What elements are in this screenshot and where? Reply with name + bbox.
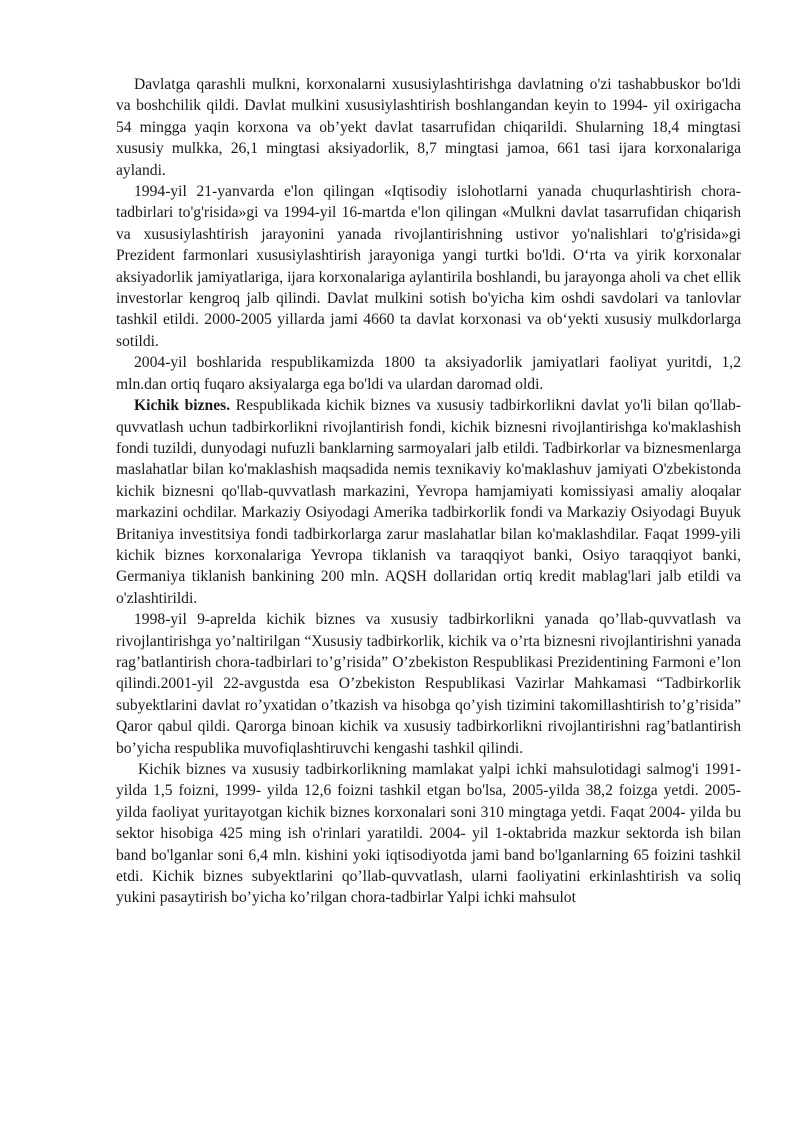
paragraph-text: Respublikada kichik biznes va xususiy tadbirkorlikni davlat yo'li bilan qo'llab-quvvatlash uchun tadbirkorlikni rivojlantirish fondi, kichik biznesni rivojlantirishga ko'maklashish fondi tuzildi, dunyodagi nufuzli banklarning sarmoyalari jalb etildi. Tadbirkorlar va biznesmenlarga maslahatlar bilan ko'maklashish maqsadida nemis texnikaviy ko'maklashuv jamiyati O'zbekistonda kichik biznesni qo'llab-quvvatlash markazini, Yevropa hamjamiyati komissiyasi amaliy aloqalar markazini ochdilar. Markaziy Osiyodagi Amerika tadbirkorlik fondi va Markaziy Osiyodagi Buyuk Britaniya investitsiya fondi tadbirkorlarga zarur maslahatlar bilan ko'maklashdilar. Faqat 1999-yili kichik biznes korxonalariga Yevropa tiklanish va taraqqiyot banki, Osiyo taraqqiyot banki, Germaniya tiklanish bankining 200 mln. AQSH dollaridan ortiq kredit mablag'lari jalb etildi va o'zlashtirildi.	[116, 397, 741, 607]
paragraph-text: 1994-yil 21-yanvarda e'lon qilingan «Iqtisodiy islohotlarni yanada chuqurlashtirish chora-tadbirlari to'g'risida»gi va 1994-yil 16-martda e'lon qilingan «Mulkni davlat tasarrufidan chiqarish va xususiylashtirish jarayonini yanada rivojlantirishning ustivor yo'nalishlari to'g'risida»gi Prezident farmonlari xususiylashtirish jarayoniga yangi turtki bo'ldi. O‘rta va yirik korxonalar aksiyadorlik jamiyatlariga, ijara korxonalariga aylantirila boshlandi, bu jarayonga aholi va chet ellik investorlar kengroq jalb qilindi. Davlat mulkini sotish bo'yicha kim oshdi savdolari va tanlovlar tashkil etildi. 2000-2005 yillarda jami 4660 ta davlat korxonasi va ob‘yekti xususiy mulkdorlarga sotildi.	[116, 183, 741, 350]
paragraph-1998-decree	[116, 609, 741, 759]
paragraph-text: 1998-yil 9-aprelda kichik biznes va xususiy tadbirkorlikni yanada qo’llab-quvvatlash va rivojlantirishga yo’naltirilgan “Xususiy tadbirkorlik, kichik va o’rta biznesni rivojlantirishni yanada rag’batlantirish chora-tadbirlari to’g’risida” O’zbekiston Respublikasi Prezidentining Farmoni e’lon qilindi.2001-yil 22-avgustda esa O’zbekiston Respublikasi Vazirlar Mahkamasi “Tadbirkorlik subyektlarini davlat ro’yxatidan o’tkazish va hisobga qo’yish tizimini takomillashtirish to’g’risida” Qaror qabul qildi. Qarorga binoan kichik va xususiy tadbirkorlikni rivojlantirishni rag’batlantirish bo’yicha respublika muvofiqlashtiruvchi kengashi tashkil qilindi.	[116, 611, 741, 757]
document-page	[116, 74, 741, 909]
paragraph-text: Kichik biznes va xususiy tadbirkorlikning mamlakat yalpi ichki mahsulotidagi salmog'i 1991- yilda 1,5 foizni, 1999- yilda 12,6 foizni tashkil etgan bo'lsa, 2005-yilda 38,2 foizga yetdi. 2005- yilda faoliyat yuritayotgan kichik biznes korxonalari soni 310 mingtaga yetdi. Faqat 2004- yilda bu sektor hisobiga 425 ming ish o'rinlari yaratildi. 2004- yil 1-oktabrida mazkur sektorda ish bilan band bo'lganlar soni 6,4 mln. kishini yoki iqtisodiyotda jami band bo'lganlarning 65 foizini tashkil etdi. Kichik biznes subyektlarini qo’llab-quvvatlash, ularni faoliyatini erkinlashtirish va soliq yukini pasaytirish bo’yicha ko’rilgan chora-tadbirlar Yalpi ichki mahsulot	[116, 761, 741, 907]
paragraph-gdp-share	[116, 759, 741, 909]
paragraph-2004-joint-stock	[116, 352, 741, 395]
paragraph-text: 2004-yil boshlarida respublikamizda 1800 ta aksiyadorlik jamiyatlari faoliyat yuritdi, 1,2 mln.dan ortiq fuqaro aksiyalarga ega bo'ldi va ulardan daromad oldi.	[116, 354, 741, 393]
paragraph-1994-decrees	[116, 181, 741, 352]
section-heading-small-business: Kichik biznes.	[134, 397, 231, 415]
paragraph-small-business	[116, 395, 741, 609]
paragraph-text: Davlatga qarashli mulkni, korxonalarni xususiylashtirishga davlatning o'zi tashabbuskor bo'ldi va boshchilik qildi. Davlat mulkini xususiylashtirish boshlangandan keyin to 1994- yil oxirigacha 54 mingga yaqin korxona va ob’yekt davlat tasarrufidan chiqarildi. Shularning 18,4 mingtasi xususiy mulkka, 26,1 mingtasi aksiyadorlik, 8,7 mingtasi jamoa, 661 tasi ijara korxonalariga aylandi.	[116, 76, 741, 179]
paragraph-privatization-results	[116, 74, 741, 181]
